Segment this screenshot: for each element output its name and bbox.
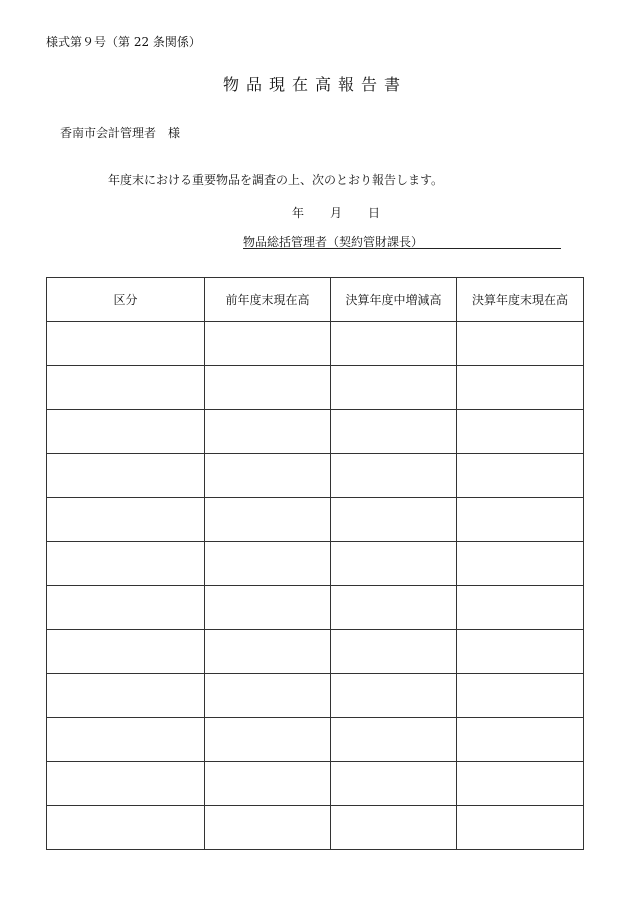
cell-year-end-balance[interactable] (457, 674, 584, 718)
cell-year-end-balance[interactable] (457, 586, 584, 630)
table-row (47, 322, 584, 366)
cell-change-during-year[interactable] (331, 630, 457, 674)
cell-year-end-balance[interactable] (457, 410, 584, 454)
cell-change-during-year[interactable] (331, 542, 457, 586)
table-row (47, 498, 584, 542)
cell-category[interactable] (47, 718, 205, 762)
cell-year-end-balance[interactable] (457, 322, 584, 366)
cell-change-during-year[interactable] (331, 806, 457, 850)
cell-category[interactable] (47, 586, 205, 630)
cell-change-during-year[interactable] (331, 586, 457, 630)
table-row (47, 806, 584, 850)
table-row (47, 718, 584, 762)
cell-change-during-year[interactable] (331, 410, 457, 454)
table-body (47, 322, 584, 850)
cell-prior-year-balance[interactable] (205, 630, 331, 674)
cell-prior-year-balance[interactable] (205, 718, 331, 762)
date-year-label: 年 (292, 206, 305, 220)
date-line (292, 204, 380, 221)
cell-change-during-year[interactable] (331, 322, 457, 366)
table-row (47, 366, 584, 410)
cell-year-end-balance[interactable] (457, 630, 584, 674)
date-day-label: 日 (368, 206, 381, 220)
cell-prior-year-balance[interactable] (205, 674, 331, 718)
cell-change-during-year[interactable] (331, 762, 457, 806)
report-table (46, 277, 584, 850)
cell-change-during-year[interactable] (331, 498, 457, 542)
cell-year-end-balance[interactable] (457, 366, 584, 410)
cell-year-end-balance[interactable] (457, 542, 584, 586)
cell-category[interactable] (47, 498, 205, 542)
addressee-honorific: 様 (168, 126, 181, 140)
cell-category[interactable] (47, 542, 205, 586)
cell-prior-year-balance[interactable] (205, 410, 331, 454)
cell-prior-year-balance[interactable] (205, 366, 331, 410)
header-year-end-balance: 決算年度末現在高 (457, 278, 584, 322)
table-row (47, 454, 584, 498)
cell-change-during-year[interactable] (331, 366, 457, 410)
cell-prior-year-balance[interactable] (205, 806, 331, 850)
cell-year-end-balance[interactable] (457, 806, 584, 850)
table-row (47, 630, 584, 674)
signer-label: 物品総括管理者（契約管財課長） (243, 235, 424, 249)
header-prior-year-balance: 前年度末現在高 (205, 278, 331, 322)
form-number: 様式第９号（第 22 条関係） (46, 35, 201, 49)
cell-change-during-year[interactable] (331, 718, 457, 762)
cell-category[interactable] (47, 762, 205, 806)
cell-category[interactable] (47, 674, 205, 718)
table-row (47, 674, 584, 718)
cell-year-end-balance[interactable] (457, 762, 584, 806)
document-title: 物品現在高報告書 (222, 75, 407, 94)
addressee-name: 香南市会計管理者 (60, 126, 157, 140)
cell-year-end-balance[interactable] (457, 498, 584, 542)
table-row (47, 542, 584, 586)
cell-category[interactable] (47, 322, 205, 366)
header-category: 区分 (47, 278, 205, 322)
cell-prior-year-balance[interactable] (205, 542, 331, 586)
cell-category[interactable] (47, 806, 205, 850)
table-row (47, 410, 584, 454)
cell-category[interactable] (47, 630, 205, 674)
header-change-during-year: 決算年度中増減高 (331, 278, 457, 322)
cell-prior-year-balance[interactable] (205, 762, 331, 806)
cell-category[interactable] (47, 410, 205, 454)
cell-change-during-year[interactable] (331, 674, 457, 718)
signer-line (243, 233, 561, 249)
table-header-row (47, 278, 584, 322)
cell-year-end-balance[interactable] (457, 454, 584, 498)
cell-category[interactable] (47, 454, 205, 498)
table-row (47, 762, 584, 806)
cell-category[interactable] (47, 366, 205, 410)
table-row (47, 586, 584, 630)
cell-prior-year-balance[interactable] (205, 498, 331, 542)
cell-year-end-balance[interactable] (457, 718, 584, 762)
cell-prior-year-balance[interactable] (205, 322, 331, 366)
cell-prior-year-balance[interactable] (205, 454, 331, 498)
intro-text: 年度末における重要物品を調査の上、次のとおり報告します。 (108, 173, 444, 187)
addressee (60, 124, 180, 141)
date-month-label: 月 (330, 206, 343, 220)
cell-prior-year-balance[interactable] (205, 586, 331, 630)
cell-change-during-year[interactable] (331, 454, 457, 498)
